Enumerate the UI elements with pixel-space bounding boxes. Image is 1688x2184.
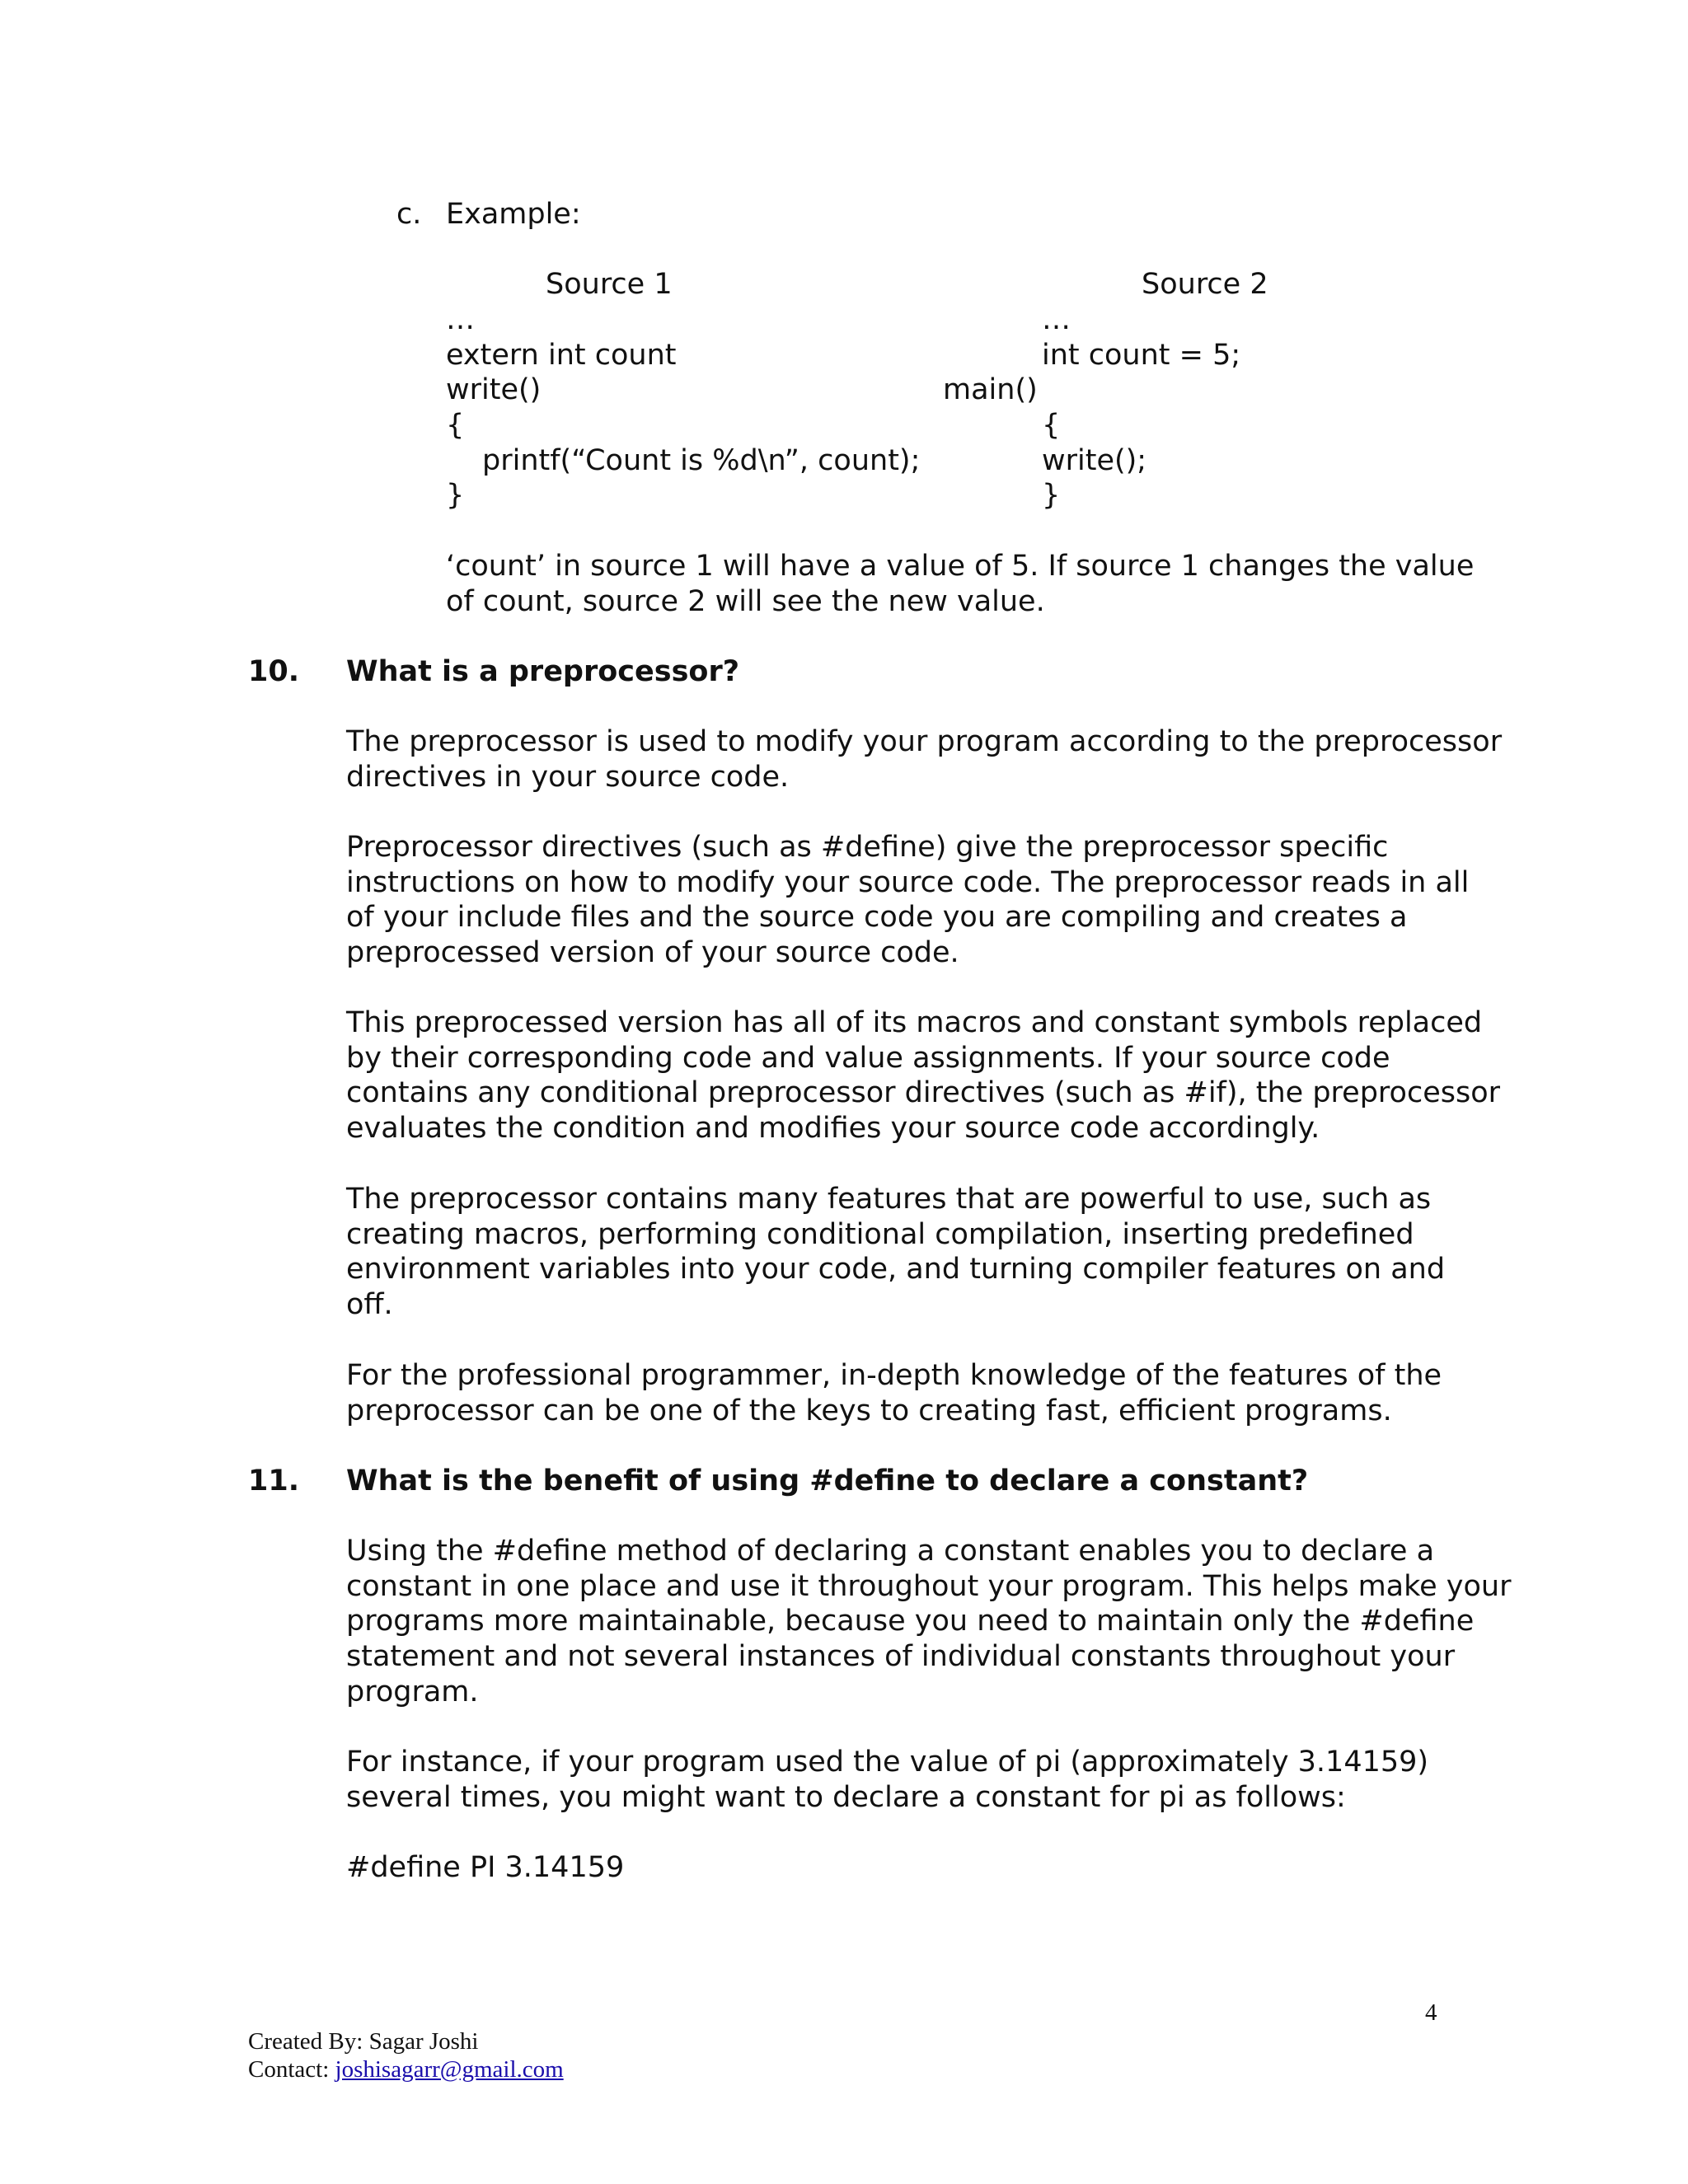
q10-title: What is a preprocessor? <box>346 655 740 688</box>
paragraph-line: constant in one place and use it throughout your program. This helps make your <box>346 1569 1512 1603</box>
source2-title: Source 2 <box>1142 268 1268 301</box>
source1-line: write() <box>446 373 542 406</box>
source2-line: main() <box>943 373 1038 406</box>
source1-title: Source 1 <box>546 268 673 301</box>
example-heading: Example: <box>446 198 581 231</box>
paragraph-line: For instance, if your program used the value of pi (approximately 3.14159) <box>346 1746 1429 1779</box>
source2-line: { <box>1042 409 1061 442</box>
source2-line: … <box>1042 303 1071 336</box>
paragraph-line: The preprocessor is used to modify your program according to the preprocessor <box>346 725 1503 758</box>
example-explanation-line: of count, source 2 will see the new value. <box>446 585 1045 618</box>
page-number: 4 <box>1425 1999 1437 2026</box>
paragraph-line: Preprocessor directives (such as #define) give the preprocessor specific <box>346 831 1389 864</box>
q10-paragraph <box>346 1358 1451 1428</box>
source1-line: } <box>446 479 465 512</box>
example-item-label: c. <box>396 198 422 231</box>
paragraph-line: contains any conditional preprocessor directives (such as #if), the preprocessor <box>346 1076 1500 1110</box>
paragraph-line: This preprocessed version has all of its macros and constant symbols replaced <box>346 1006 1483 1039</box>
paragraph-line: directives in your source code. <box>346 760 790 794</box>
source1-line: … <box>446 303 475 336</box>
footer-contact <box>248 2055 564 2083</box>
paragraph-line: of your include files and the source code you are compiling and creates a <box>346 901 1408 935</box>
paragraph-line: The preprocessor contains many features that are powerful to use, such as <box>346 1183 1432 1216</box>
source1-line: printf(“Count is %d\n”, count); <box>482 444 921 477</box>
paragraph-line: preprocessed version of your source code. <box>346 936 959 970</box>
paragraph-line: For the professional programmer, in-depth knowledge of the features of the <box>346 1359 1442 1392</box>
q10-paragraph <box>346 1182 1451 1323</box>
q10-paragraph <box>346 724 1503 794</box>
paragraph-line: programs more maintainable, because you need to maintain only the #define <box>346 1605 1475 1638</box>
source1-line: extern int count <box>446 339 677 372</box>
paragraph-line: program. <box>346 1675 479 1708</box>
paragraph-line: off. <box>346 1288 393 1322</box>
q10-number: 10. <box>248 655 300 688</box>
footer-created-by: Created By: Sagar Joshi <box>248 2028 479 2055</box>
paragraph-line: evaluates the condition and modifies your source code accordingly. <box>346 1112 1320 1146</box>
contact-email-link[interactable]: joshisagarr@gmail.com <box>335 2056 564 2083</box>
paragraph-line: several times, you might want to declare a constant for pi as follows: <box>346 1780 1346 1814</box>
paragraph-line: creating macros, performing conditional compilation, inserting predefined <box>346 1217 1414 1251</box>
paragraph-line: instructions on how to modify your source code. The preprocessor reads in all <box>346 865 1470 899</box>
footer-contact-label: Contact: <box>248 2056 335 2083</box>
q11-title: What is the benefit of using #define to declare a constant? <box>346 1465 1309 1497</box>
paragraph-line: environment variables into your code, and turning compiler features on and <box>346 1253 1446 1286</box>
source2-line: write(); <box>1042 444 1147 477</box>
paragraph-line: statement and not several instances of individual constants throughout your <box>346 1640 1456 1674</box>
q11-number: 11. <box>248 1465 300 1497</box>
source2-line: int count = 5; <box>1042 339 1241 372</box>
paragraph-line: Using the #define method of declaring a constant enables you to declare a <box>346 1535 1435 1568</box>
example-explanation-line: ‘count’ in source 1 will have a value of 5. If source 1 changes the value <box>446 550 1475 583</box>
define-code-line: #define PI 3.14159 <box>346 1851 625 1884</box>
q11-paragraph <box>346 1745 1451 1815</box>
q10-paragraph <box>346 830 1470 971</box>
q11-paragraph <box>346 1534 1512 1710</box>
q10-paragraph <box>346 1005 1500 1146</box>
paragraph-line: preprocessor can be one of the keys to creating fast, efficient programs. <box>346 1394 1392 1427</box>
source1-line: { <box>446 409 465 442</box>
paragraph-line: by their corresponding code and value assignments. If your source code <box>346 1041 1390 1075</box>
source2-line: } <box>1042 479 1061 512</box>
